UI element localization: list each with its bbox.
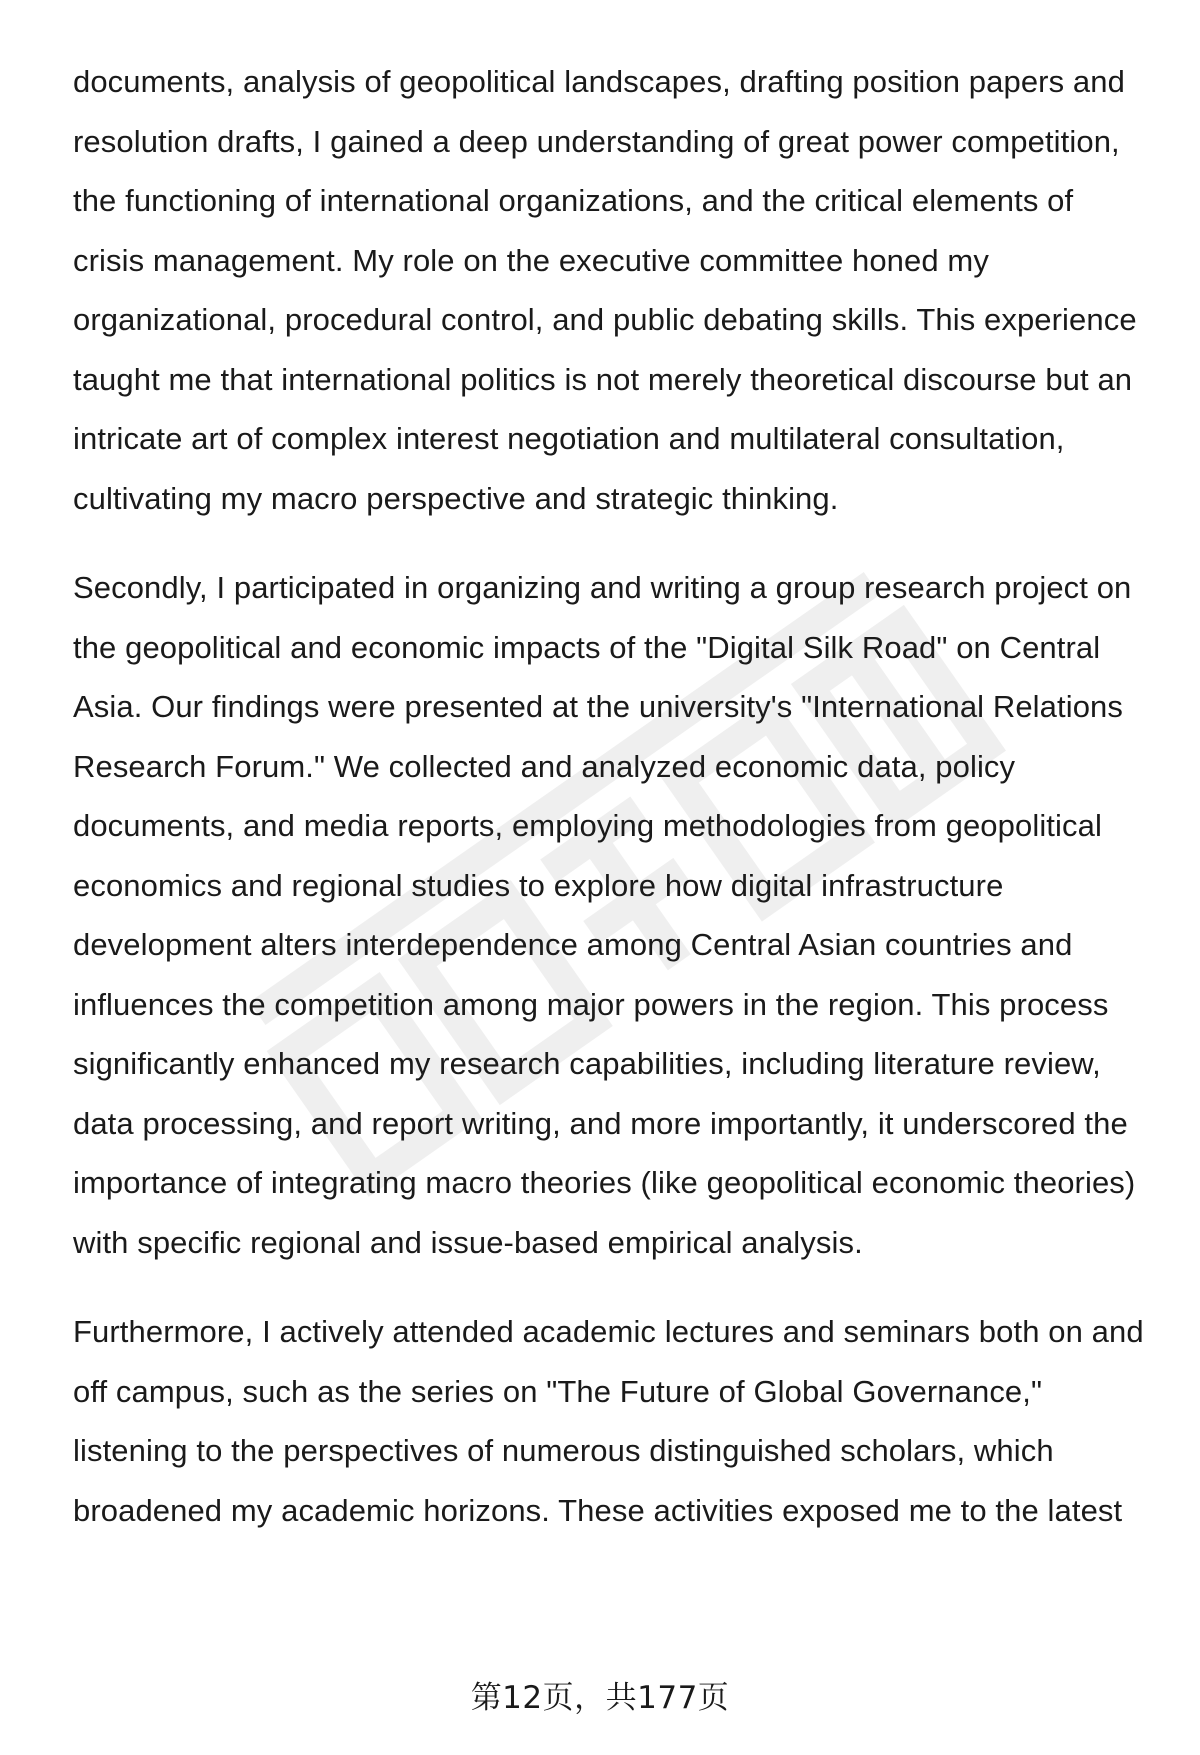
paragraph-3: Furthermore, I actively attended academic lectures and seminars both on and off campus, such as the series on "The Future of Global Governance," listening to the perspectives of numerous distinguished scholars, which broadened my academic horizons. These activities exposed me to the latest — [73, 1314, 1144, 1528]
paragraph-1: documents, analysis of geopolitical landscapes, drafting position papers and resolution drafts, I gained a deep understanding of great power competition, the functioning of international organizations, and the critical elements of crisis management. My role on the executive committee honed my organizational, procedural control, and public debating skills. This experience taught me that international politics is not merely theoretical discourse but an intricate art of complex interest negotiation and multilateral consultation, cultivating my macro perspective and strategic thinking. — [73, 64, 1137, 516]
document-body — [73, 52, 1153, 1540]
page-number-footer: 第12页，共177页 — [470, 1680, 730, 1716]
paragraph-2: Secondly, I participated in organizing and writing a group research project on the geopolitical and economic impacts of the "Digital Silk Road" on Central Asia. Our findings were presented at the university's "International Relations Research Forum." We collected and analyzed economic data, policy documents, and media reports, employing methodologies from geopolitical economics and regional studies to explore how digital infrastructure development alters interdependence among Central Asian countries and influences the competition among major powers in the region. This process significantly enhanced my research capabilities, including literature review, data processing, and report writing, and more importantly, it underscored the importance of integrating macro theories (like geopolitical economic theories) with specific regional and issue-based empirical analysis. — [73, 570, 1136, 1260]
